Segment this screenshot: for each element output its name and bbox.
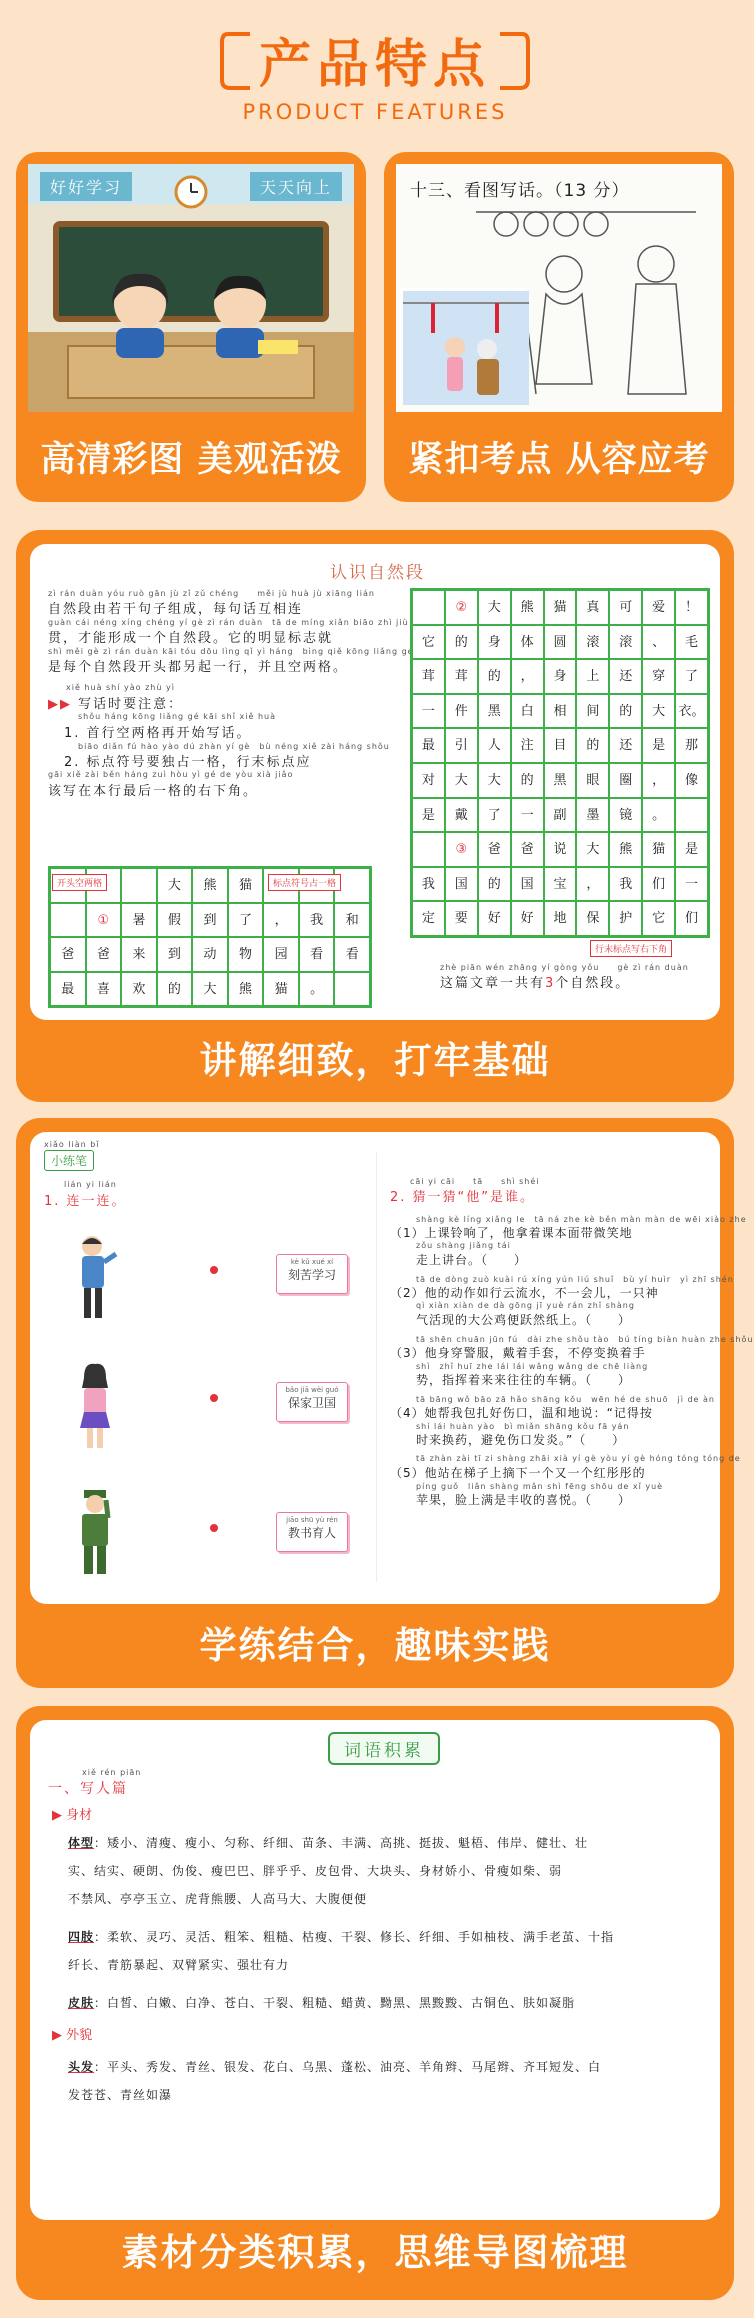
grid-cell: ， <box>511 659 544 694</box>
panel-explanation <box>16 530 734 1102</box>
match-tag-teach <box>276 1512 348 1552</box>
grid-cell: 是 <box>412 798 445 833</box>
pinyin: tā bāng wǒ bāo zā hǎo shāng kǒu wēn hé de shuō jì de àn <box>416 1395 715 1404</box>
tab-label: 小练笔 <box>44 1150 94 1171</box>
vocab-line <box>68 2058 601 2075</box>
textbook-spread <box>30 544 720 1020</box>
subsection-figure <box>52 1804 92 1823</box>
grid-cell: 园 <box>263 937 299 972</box>
grid-cell: 还 <box>609 659 642 694</box>
rule-item: 该写在本行最后一格的右下角。 <box>48 784 259 799</box>
exam-illustration <box>396 164 722 412</box>
vocab-line <box>68 1956 289 1973</box>
sentence-text: 走上讲台。（ ） <box>416 1253 528 1267</box>
grid-cell: 穿 <box>642 659 675 694</box>
grid-cell: 我 <box>412 867 445 902</box>
grid-cell: ③ <box>445 832 478 867</box>
grid-cell: 的 <box>609 694 642 729</box>
match-tag-study <box>276 1254 348 1294</box>
vocab-line <box>68 1834 588 1851</box>
grid-cell: 熊 <box>511 590 544 625</box>
grid-cell: 要 <box>445 901 478 936</box>
grid-cell: 大 <box>478 763 511 798</box>
grid-cell: 假 <box>157 903 193 938</box>
vocab-line <box>68 1994 575 2011</box>
pinyin: zhè piān wén zhāng yí gòng yǒu gè zì rán duàn <box>440 963 689 972</box>
grid-cell: 好 <box>511 901 544 936</box>
pinyin: shì zhǐ huī zhe lái lái wǎng wǎng de chē liàng <box>416 1362 649 1371</box>
grid-cell: 物 <box>228 937 264 972</box>
grid-cell: 们 <box>675 901 708 936</box>
teacher-figure <box>70 1232 120 1322</box>
grid-cell: 件 <box>445 694 478 729</box>
grid-cell: 大 <box>192 972 228 1007</box>
section-heading: 认识自然段 <box>330 563 425 583</box>
sentence-text: 时来换药，避免伤口发炎。”（ ） <box>416 1433 626 1447</box>
vocab-words: ：矮小、清瘦、瘦小、匀称、纤细、苗条、丰满、高挑、挺拔、魁梧、伟岸、健壮、壮 <box>94 1836 589 1850</box>
match-tag-defend <box>276 1382 348 1422</box>
practice-tab <box>44 1140 100 1171</box>
sentence-text: 苹果，脸上满是丰收的喜悦。（ ） <box>416 1493 632 1507</box>
question-text: 2. 猜一猜“他”是谁。 <box>390 1190 536 1205</box>
summary <box>440 962 689 991</box>
grid-cell: 猫 <box>642 832 675 867</box>
grid-cell: 保 <box>576 901 609 936</box>
left-page <box>48 588 414 799</box>
rule-item: 1. 首行空两格再开始写话。 <box>64 726 252 741</box>
grid-cell: 滚 <box>576 625 609 660</box>
grid-cell: 大 <box>157 868 193 903</box>
pinyin: kè kǔ xué xí <box>290 1258 334 1266</box>
pinyin: qì xiàn xiàn de dà gōng jī yuè rán zhǐ shàng <box>416 1301 635 1310</box>
tip-punctuation: 标点符号占一格 <box>268 874 341 891</box>
pinyin: cāi yi cāi tā shì shéi <box>410 1177 540 1186</box>
grid-cell: 。 <box>299 972 335 1007</box>
grid-cell: 的 <box>511 763 544 798</box>
grid-cell: 爸 <box>511 832 544 867</box>
grid-cell: 间 <box>576 694 609 729</box>
header <box>0 0 750 140</box>
grid-cell: 黑 <box>478 694 511 729</box>
grid-cell: 说 <box>544 832 577 867</box>
pinyin: guàn cái néng xíng chéng yí gè zì rán duàn tā de míng xiǎn biāo zhì jiù <box>48 618 409 627</box>
grid-cell: 我 <box>609 867 642 902</box>
feature-card-colorful <box>16 152 366 502</box>
question-2 <box>390 1176 540 1205</box>
grid-cell: 对 <box>412 763 445 798</box>
grid-cell: 它 <box>642 901 675 936</box>
grid-cell: 到 <box>192 903 228 938</box>
pinyin: xiě huà shí yào zhù yì <box>66 683 175 692</box>
grid-cell: 我 <box>299 903 335 938</box>
grid-cell: 定 <box>412 901 445 936</box>
pinyin: gāi xiě zài běn háng zuì hòu yì gé de yòu xià jiǎo <box>48 770 294 779</box>
grid-cell: 们 <box>642 867 675 902</box>
grid-cell: 是 <box>642 728 675 763</box>
grid-cell: 它 <box>412 625 445 660</box>
page-divider <box>376 1152 377 1582</box>
grid-cell: 看 <box>334 937 370 972</box>
grid-cell: 到 <box>157 937 193 972</box>
grid-cell: ， <box>576 867 609 902</box>
exam-color-inset <box>400 288 526 402</box>
grid-cell: 上 <box>576 659 609 694</box>
grid-cell: 大 <box>478 590 511 625</box>
vocab-line <box>68 1862 562 1879</box>
match-dot <box>210 1524 218 1532</box>
grid-cell: 暑 <box>121 903 157 938</box>
tip-indent: 开头空两格 <box>52 874 107 891</box>
grid-cell: 大 <box>576 832 609 867</box>
grid-cell: 镜 <box>609 798 642 833</box>
exam-question-title: 十三、看图写话。（13 分） <box>410 181 630 201</box>
vocab-words: 实、结实、硬朗、伪俊、瘦巴巴、胖乎乎、皮包骨、大块头、身材娇小、骨瘦如柴、弱 <box>68 1864 563 1878</box>
pinyin: tā shēn chuān jūn fú dài zhe shǒu tào bú tíng biàn huàn zhe shǒu <box>416 1335 754 1344</box>
tag-text: 教书育人 <box>287 1526 336 1540</box>
grid-cell: 和 <box>334 903 370 938</box>
classroom-illustration <box>28 164 354 412</box>
panel-practice <box>16 1118 754 1688</box>
vocab-line <box>68 1928 614 1945</box>
sentence-text: 势，指挥着来来往往的车辆。（ ） <box>416 1373 632 1387</box>
pinyin: xiǎo liàn bǐ <box>44 1140 100 1149</box>
grid-cell <box>675 798 708 833</box>
grid-cell: 的 <box>157 972 193 1007</box>
vocab-line <box>68 1890 367 1907</box>
grid-cell: 爸 <box>86 937 122 972</box>
vocab-title: 词语积累 <box>328 1732 440 1765</box>
section-title: 一、写人篇 <box>48 1781 128 1797</box>
grid-cell: 爸 <box>50 937 86 972</box>
soldier-figure <box>70 1488 120 1578</box>
play-icon: ▶ <box>52 2028 67 2043</box>
grid-cell: 猫 <box>228 868 264 903</box>
grid-cell <box>121 868 157 903</box>
grid-cell: 爱 <box>642 590 675 625</box>
grid-cell: 身 <box>478 625 511 660</box>
sentence-list <box>390 1214 754 1514</box>
guess-sentence <box>390 1214 747 1268</box>
pinyin: biāo diǎn fú hào yào dú zhàn yí gè bù néng xiě zài háng shǒu <box>78 742 390 751</box>
grid-cell: ① <box>86 903 122 938</box>
feature-caption: 紧扣考点 从容应考 <box>408 440 710 480</box>
grid-cell: 的 <box>478 659 511 694</box>
subsection-label: 身材 <box>66 1808 93 1823</box>
page-title: 产品特点 <box>258 35 491 95</box>
grid-cell: 一 <box>412 694 445 729</box>
feature-card-exam <box>384 152 734 502</box>
body-text: 贯，才能形成一个自然段。它的明显标志就 <box>48 631 334 646</box>
grid-cell: 欢 <box>121 972 157 1007</box>
guess-sentence <box>390 1334 754 1388</box>
pinyin: lián yi lián <box>64 1180 117 1189</box>
grid-cell: 最 <box>412 728 445 763</box>
summary-post: 个自然段。 <box>555 976 631 991</box>
tag-text: 刻苦学习 <box>287 1268 336 1282</box>
pinyin: tā de dòng zuò kuài rú xíng yún liú shuǐ bù yí huìr yì zhī shén <box>416 1275 734 1284</box>
grid-cell: 熊 <box>228 972 264 1007</box>
arrow-bullet-icon: ▶▶ <box>48 697 72 712</box>
grid-cell: 了 <box>228 903 264 938</box>
grid-cell: 。 <box>642 798 675 833</box>
body-text: 自然段由若干句子组成，每句话互相连 <box>48 602 304 617</box>
grid-cell: 看 <box>299 937 335 972</box>
subsection-label: 外貌 <box>66 2028 93 2043</box>
sentence-text: 气活现的大公鸡便跃然纸上。（ ） <box>416 1313 632 1327</box>
grid-cell: 宝 <box>544 867 577 902</box>
rule-item: 2. 标点符号要独占一格，行末标点应 <box>64 755 312 770</box>
pinyin: zì rán duàn yóu ruò gān jù zǐ zǔ chéng měi jù huà jù xiāng lián <box>48 589 375 598</box>
grid-cell: 护 <box>609 901 642 936</box>
grid-cell: 还 <box>609 728 642 763</box>
grid-cell: 毛 <box>675 625 708 660</box>
workbook-spread <box>30 1132 754 1604</box>
grid-cell: ！ <box>675 590 708 625</box>
grid-cell: 目 <box>544 728 577 763</box>
grid-cell: 国 <box>445 867 478 902</box>
guess-sentence <box>390 1274 734 1328</box>
grid-cell: 地 <box>544 901 577 936</box>
grid-cell: 的 <box>478 867 511 902</box>
pinyin: xiě rén piān <box>82 1768 142 1777</box>
subsection-appearance <box>52 2024 92 2043</box>
vocab-words: ：柔软、灵巧、灵活、粗笨、粗糙、枯瘦、干裂、修长、纤细、手如柚枝、满手老茧、十指 <box>94 1930 615 1944</box>
grid-cell: ， <box>263 903 299 938</box>
feature-caption: 高清彩图 美观活泼 <box>40 440 342 480</box>
pinyin: shǒu háng kōng liǎng gé kāi shǐ xiě huà <box>78 712 276 721</box>
vocab-label: 头发 <box>68 2060 95 2074</box>
grid-cell: 了 <box>478 798 511 833</box>
vocab-words: ：平头、秀发、青丝、银发、花白、乌黑、蓬松、油亮、羊角辫、马尾辫、齐耳短发、白 <box>94 2060 602 2074</box>
sentence-text: （4）她帮我包扎好伤口，温和地说：“记得按 <box>390 1406 653 1420</box>
sentence-text: （1）上课铃响了，他拿着课本面带微笑地 <box>390 1226 633 1240</box>
student-girl-figure <box>70 1362 120 1452</box>
grid-cell: 的 <box>445 625 478 660</box>
play-icon: ▶ <box>52 1808 62 1823</box>
grid-cell: 茸 <box>445 659 478 694</box>
grid-cell: 来 <box>121 937 157 972</box>
note-text: 写话时要注意： <box>78 697 184 712</box>
summary-pre: 这篇文章一共有 <box>440 976 546 991</box>
grid-cell: 衣。 <box>675 694 708 729</box>
vocab-label: 四肢 <box>68 1930 95 1944</box>
pinyin: shàng kè líng xiǎng le tā ná zhe kè běn màn màn de wēi xiào zhe <box>416 1215 747 1224</box>
banner-right: 天天向上 <box>250 172 342 201</box>
grid-cell: 猫 <box>544 590 577 625</box>
grid-cell: 好 <box>478 901 511 936</box>
grid-cell: 圈 <box>609 763 642 798</box>
grid-cell: 戴 <box>445 798 478 833</box>
grid-cell <box>412 590 445 625</box>
grid-cell: 一 <box>511 798 544 833</box>
panel-caption: 讲解细致，打牢基础 <box>199 1039 551 1082</box>
note-heading <box>48 693 388 712</box>
pinyin: tā zhàn zài tī zi shàng zhāi xià yí gè yòu yí gè hóng tóng tóng de <box>416 1454 741 1463</box>
match-dot <box>210 1394 218 1402</box>
tag-text: 保家卫国 <box>287 1396 336 1410</box>
vocab-page <box>30 1720 720 2220</box>
grid-cell: 墨 <box>576 798 609 833</box>
question-text: 1. 连一连。 <box>44 1194 127 1209</box>
grid-cell: 体 <box>511 625 544 660</box>
grid-cell: 注 <box>511 728 544 763</box>
grid-cell: 喜 <box>86 972 122 1007</box>
grid-cell <box>50 903 86 938</box>
vocab-label: 体型 <box>68 1836 95 1850</box>
vocab-words: 不禁风、亭亭玉立、虎背熊腰、人高马大、大腹便便 <box>68 1892 368 1906</box>
grid-cell: 相 <box>544 694 577 729</box>
section-header <box>48 1768 141 1798</box>
pinyin: zǒu shàng jiǎng tái <box>416 1241 511 1250</box>
grid-cell <box>334 972 370 1007</box>
grid-cell: 猫 <box>263 972 299 1007</box>
grid-cell: 身 <box>544 659 577 694</box>
grid-cell: 的 <box>576 728 609 763</box>
tip-line-end: 行末标点写右下角 <box>590 940 672 957</box>
grid-cell: 像 <box>675 763 708 798</box>
grid-cell: 人 <box>478 728 511 763</box>
vocab-label: 皮肤 <box>68 1996 95 2010</box>
panel-vocabulary <box>16 1706 734 2300</box>
grid-cell: 引 <box>445 728 478 763</box>
sentence-text: （5）他站在梯子上摘下一个又一个红彤彤的 <box>390 1466 646 1480</box>
vocab-words: 纤长、青筋暴起、双臂紧实、强壮有力 <box>68 1958 290 1972</box>
pinyin: píng guǒ liǎn shàng mǎn shì fēng shōu de xǐ yuè <box>416 1482 664 1491</box>
sentence-text: （2）他的动作如行云流水，不一会儿，一只神 <box>390 1286 659 1300</box>
pinyin: shí lái huàn yào bì miǎn shāng kǒu fā yán <box>416 1422 630 1431</box>
question-1 <box>44 1180 127 1209</box>
grid-cell: 爸 <box>478 832 511 867</box>
grid-cell: 副 <box>544 798 577 833</box>
body-text: 是每个自然段开头都另起一行，并且空两格。 <box>48 660 349 675</box>
grid-cell <box>412 832 445 867</box>
grid-cell: 大 <box>445 763 478 798</box>
grid-cell: 白 <box>511 694 544 729</box>
grid-cell: 滚 <box>609 625 642 660</box>
grid-cell: 熊 <box>192 868 228 903</box>
page-subtitle: PRODUCT FEATURES <box>242 100 508 124</box>
grid-cell: 眼 <box>576 763 609 798</box>
vocab-words: ：白皙、白嫩、白净、苍白、干裂、粗糙、蜡黄、黝黑、黑黢黢、古铜色、肤如凝脂 <box>94 1996 576 2010</box>
grid-cell: 最 <box>50 972 86 1007</box>
guess-sentence <box>390 1394 715 1448</box>
panel-caption: 素材分类积累，思维导图梳理 <box>121 2231 629 2274</box>
grid-cell: 动 <box>192 937 228 972</box>
grid-cell: 、 <box>642 625 675 660</box>
grid-cell: 国 <box>511 867 544 902</box>
grid-cell: ， <box>642 763 675 798</box>
grid-cell: 可 <box>609 590 642 625</box>
vocab-words: 发苍苍、青丝如瀑 <box>68 2088 173 2102</box>
grid-cell: 那 <box>675 728 708 763</box>
grid-cell: 圆 <box>544 625 577 660</box>
banner-left: 好好学习 <box>40 172 132 201</box>
vocab-line <box>68 2086 172 2103</box>
grid-cell: 了 <box>675 659 708 694</box>
writing-grid-right <box>410 588 710 938</box>
pinyin: shì měi gè zì rán duàn kāi tóu dōu lìng qǐ yì háng bìng qiě kōng liǎng gé <box>48 647 414 656</box>
panel-caption: 学练结合，趣味实践 <box>199 1624 551 1667</box>
grid-cell: 黑 <box>544 763 577 798</box>
pinyin: jiāo shū yù rén <box>286 1516 338 1524</box>
sentence-text: （3）他身穿警服，戴着手套，不停变换着手 <box>390 1346 646 1360</box>
match-dot <box>210 1266 218 1274</box>
guess-sentence <box>390 1454 741 1508</box>
grid-cell: 一 <box>675 867 708 902</box>
grid-cell: 熊 <box>609 832 642 867</box>
grid-cell: 是 <box>675 832 708 867</box>
grid-cell: 茸 <box>412 659 445 694</box>
summary-count: 3 <box>545 976 556 991</box>
summary-text <box>440 972 689 991</box>
pinyin: bǎo jiā wèi guó <box>285 1386 339 1394</box>
grid-cell: 大 <box>642 694 675 729</box>
grid-cell: 真 <box>576 590 609 625</box>
grid-cell: ② <box>445 590 478 625</box>
